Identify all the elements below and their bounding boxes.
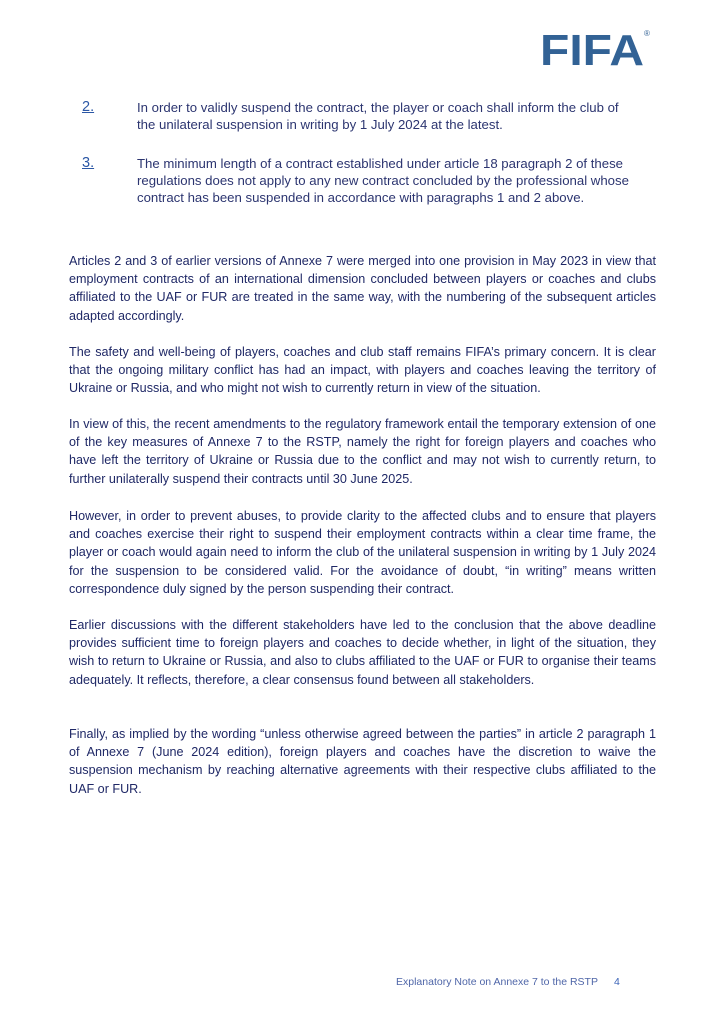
fifa-logo-wordmark: FIFA: [540, 27, 644, 69]
paragraph-merge-history: Articles 2 and 3 of earlier versions of Annexe 7 were merged into one provision in May 2023 in view that employment contracts of an international dimension concluded between players or coaches and clubs affiliated to the UAF or FUR are treated in the same way, with the numbering of the subsequent articles adapted accordingly.: [69, 254, 656, 323]
item-number-link[interactable]: 3.: [82, 155, 95, 171]
paragraph-safety: The safety and well-being of players, coaches and club staff remains FIFA’s primary concern. It is clear that the ongoing military conflict has had an impact, with players and coaches leaving the territory of Ukraine or Russia, and who might not wish to currently return in view of the situation.: [69, 345, 656, 396]
numbered-item-3: [82, 155, 642, 206]
item-number-link[interactable]: 2.: [82, 99, 95, 115]
item-text: In order to validly suspend the contract, the player or coach shall inform the club of the unilateral suspension in writing by 1 July 2024 at the latest.: [137, 100, 619, 132]
numbered-item-2: [82, 99, 642, 133]
fifa-logo: [540, 27, 652, 69]
item-text: The minimum length of a contract established under article 18 paragraph 2 of these regulations does not apply to any new contract concluded by the professional whose contract has been suspended in accordance with paragraphs 1 and 2 above.: [137, 156, 629, 205]
registered-mark: ®: [644, 29, 650, 38]
paragraph-waiver: Finally, as implied by the wording “unless otherwise agreed between the parties” in article 2 paragraph 1 of Annexe 7 (June 2024 edition), foreign players and coaches have the discretion to waive the suspension mechanism by reaching alternative agreements with their respective clubs affiliated to the UAF or FUR.: [69, 727, 656, 796]
page-footer: [396, 976, 620, 988]
page-number: 4: [614, 976, 620, 988]
paragraph-amendments: In view of this, the recent amendments to the regulatory framework entail the temporary extension of one of the key measures of Annexe 7 to the RSTP, namely the right for foreign players and coaches who have left the territory of Ukraine or Russia due to the conflict and may not wish to currently return, to further unilaterally suspend their contracts until 30 June 2025.: [69, 417, 656, 486]
footer-title: Explanatory Note on Annexe 7 to the RSTP: [396, 976, 598, 988]
paragraph-prevent-abuses: However, in order to prevent abuses, to provide clarity to the affected clubs and to ensure that players and coaches exercise their right to suspend their employment contracts within a clear time frame, the player or coach would again need to inform the club of the unilateral suspension in writing by 1 July 2024 for the suspension to be considered valid. For the avoidance of doubt, “in writing” means written correspondence duly signed by the person suspending their contract.: [69, 509, 656, 596]
paragraph-stakeholders: Earlier discussions with the different stakeholders have led to the conclusion that the above deadline provides sufficient time to foreign players and coaches to decide whether, in light of the situation, they wish to return to Ukraine or Russia, and also to clubs affiliated to the UAF or FUR to organise their teams adequately. It reflects, therefore, a clear consensus found between all stakeholders.: [69, 618, 656, 687]
